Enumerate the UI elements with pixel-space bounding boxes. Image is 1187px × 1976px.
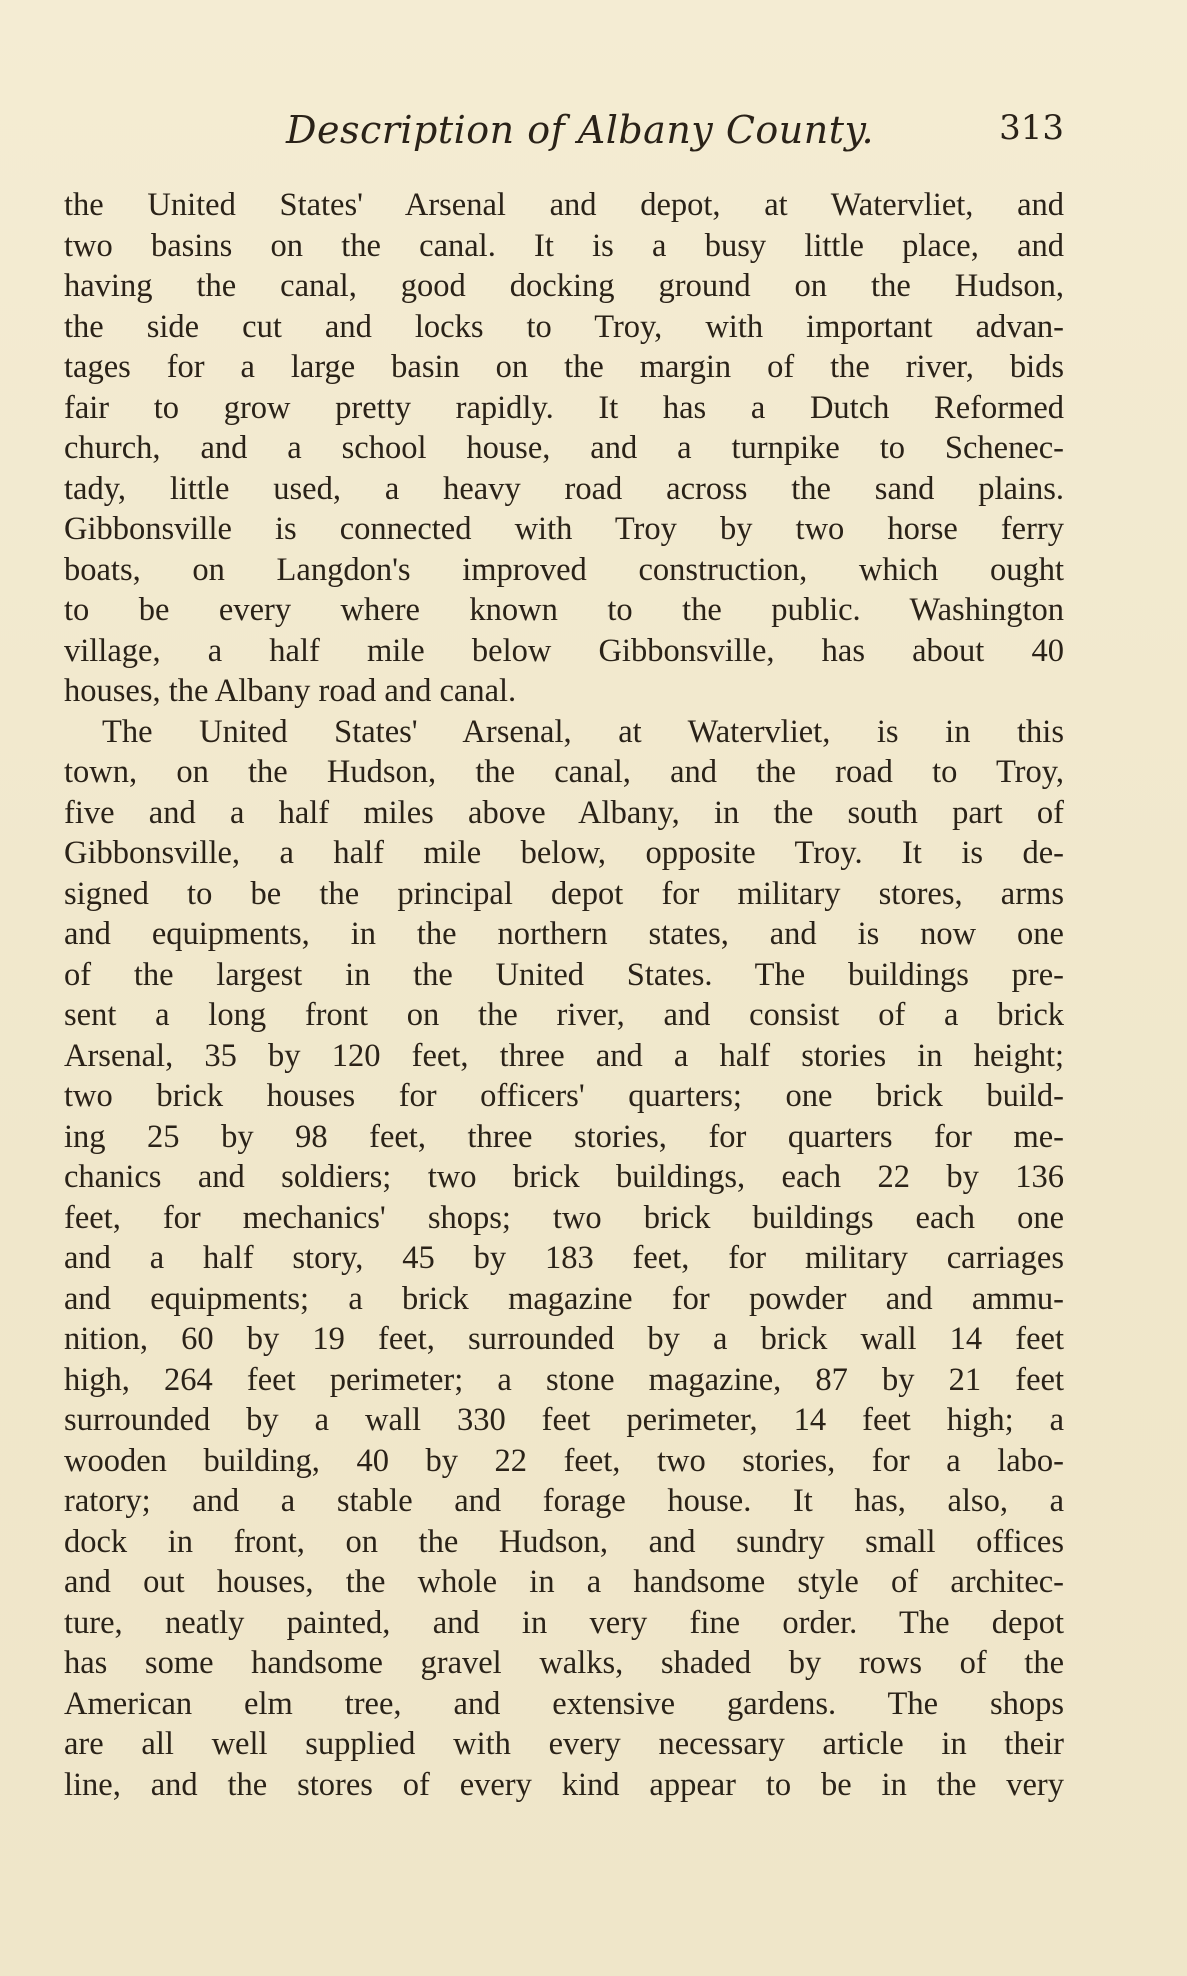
text-line: five and a half miles above Albany, in the south part of bbox=[64, 794, 1064, 831]
text-line: fair to grow pretty rapidly. It has a Dutch Reformed bbox=[64, 389, 1064, 426]
text-line: sent a long front on the river, and consist of a brick bbox=[64, 997, 1064, 1033]
text-line: and equipments; a brick magazine for powder and ammu- bbox=[64, 1280, 1064, 1317]
text-line: Gibbonsville, a half mile below, opposite Troy. It is de- bbox=[64, 835, 1064, 871]
text-line: feet, for mechanics' shops; two brick buildings each one bbox=[64, 1199, 1064, 1236]
text-line: to be every where known to the public. Washington bbox=[64, 592, 1064, 628]
text-line: and equipments, in the northern states, and is now one bbox=[64, 916, 1064, 952]
text-line: tages for a large basin on the margin of the river, bids bbox=[64, 349, 1064, 385]
text-line: Arsenal, 35 by 120 feet, three and a half stories in height; bbox=[64, 1037, 1064, 1074]
text-line: has some handsome gravel walks, shaded by rows of the bbox=[64, 1645, 1064, 1681]
text-line: church, and a school house, and a turnpike to Schenec- bbox=[64, 430, 1064, 466]
running-header bbox=[64, 108, 1064, 168]
text-line: houses, the Albany road and canal. bbox=[64, 673, 517, 709]
text-line: Gibbonsville is connected with Troy by two horse ferry bbox=[64, 511, 1064, 547]
text-line: of the largest in the United States. The buildings pre- bbox=[64, 956, 1064, 993]
text-line: the United States' Arsenal and depot, at Watervliet, and bbox=[64, 187, 1064, 223]
text-line: signed to be the principal depot for military stores, arms bbox=[64, 875, 1064, 912]
text-line: ture, neatly painted, and in very fine order. The depot bbox=[64, 1604, 1064, 1641]
text-line: chanics and soldiers; two brick buildings, each 22 by 136 bbox=[64, 1159, 1064, 1195]
text-line: high, 264 feet perimeter; a stone magazine, 87 by 21 feet bbox=[64, 1361, 1064, 1398]
body-text bbox=[64, 185, 1064, 1805]
text-line: ing 25 by 98 feet, three stories, for quarters for me- bbox=[64, 1118, 1064, 1155]
text-line: The United States' Arsenal, at Watervliet, is in this bbox=[102, 713, 1064, 750]
text-line: ratory; and a stable and forage house. It has, also, a bbox=[64, 1483, 1064, 1519]
running-title: Description of Albany County. bbox=[286, 108, 875, 152]
text-line: wooden building, 40 by 22 feet, two stories, for a labo- bbox=[64, 1442, 1064, 1479]
text-line: are all well supplied with every necessary article in their bbox=[64, 1726, 1064, 1762]
text-line: having the canal, good docking ground on the Hudson, bbox=[64, 268, 1064, 304]
text-line: boats, on Langdon's improved construction, which ought bbox=[64, 551, 1064, 588]
text-line: nition, 60 by 19 feet, surrounded by a brick wall 14 feet bbox=[64, 1321, 1064, 1357]
text-line: tady, little used, a heavy road across the sand plains. bbox=[64, 470, 1064, 507]
text-line: village, a half mile below Gibbonsville, has about 40 bbox=[64, 632, 1064, 669]
text-line: dock in front, on the Hudson, and sundry small offices bbox=[64, 1523, 1064, 1560]
text-line: the side cut and locks to Troy, with important advan- bbox=[64, 308, 1064, 345]
text-line: and out houses, the whole in a handsome style of architec- bbox=[64, 1564, 1064, 1600]
text-line: two basins on the canal. It is a busy little place, and bbox=[64, 227, 1064, 264]
page-number: 313 bbox=[999, 108, 1064, 148]
text-line: two brick houses for officers' quarters; one brick build- bbox=[64, 1078, 1064, 1114]
text-line: surrounded by a wall 330 feet perimeter, 14 feet high; a bbox=[64, 1402, 1064, 1438]
text-line: line, and the stores of every kind appear to be in the very bbox=[64, 1766, 1064, 1803]
text-line: and a half story, 45 by 183 feet, for military carriages bbox=[64, 1240, 1064, 1276]
text-line: town, on the Hudson, the canal, and the road to Troy, bbox=[64, 754, 1064, 790]
text-line: American elm tree, and extensive gardens. The shops bbox=[64, 1685, 1064, 1722]
